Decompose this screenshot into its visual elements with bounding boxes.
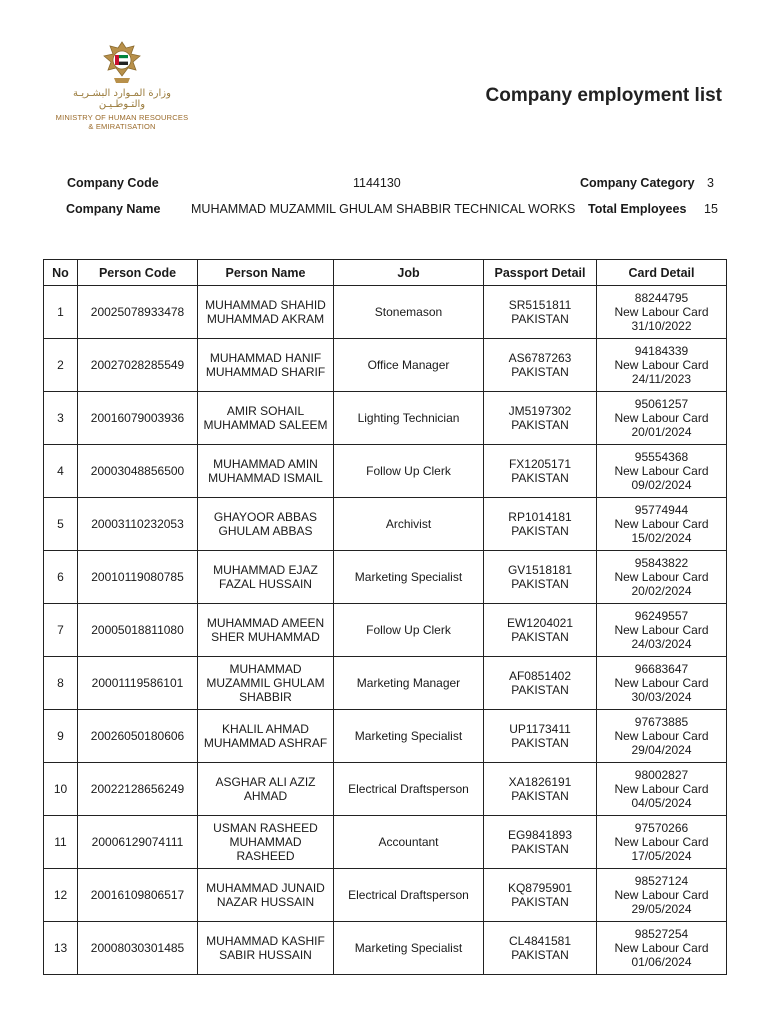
cell-person-code: 20010119080785 bbox=[78, 551, 198, 604]
cell-passport-detail-line: EG9841893 bbox=[507, 828, 573, 842]
cell-card-detail-line: New Labour Card bbox=[614, 888, 709, 902]
cell-person-name-line: ASGHAR ALI AZIZ bbox=[215, 775, 316, 789]
cell-passport-detail-line: PAKISTAN bbox=[511, 948, 569, 962]
cell-person-name-line: RASHEED bbox=[236, 849, 295, 863]
cell-person-name-line: MUHAMMAD AMIN bbox=[213, 457, 318, 471]
page-title: Company employment list bbox=[485, 85, 722, 106]
ministry-line-1: MINISTRY OF HUMAN RESOURCES bbox=[55, 113, 189, 122]
total-employees-value: 15 bbox=[704, 202, 718, 216]
col-header-person-code: Person Code bbox=[78, 260, 198, 286]
cell-card-detail-line: New Labour Card bbox=[614, 729, 709, 743]
table-row bbox=[44, 498, 727, 551]
cell-person-name-line: SHABBIR bbox=[239, 690, 292, 704]
cell-card-detail bbox=[597, 498, 727, 551]
cell-job: Stonemason bbox=[334, 286, 484, 339]
ministry-line-2: & EMIRATISATION bbox=[88, 122, 156, 131]
cell-passport-detail-line: EW1204021 bbox=[506, 616, 574, 630]
cell-card-detail-line: 20/01/2024 bbox=[631, 425, 692, 439]
cell-passport-detail-line: JM5197302 bbox=[508, 404, 572, 418]
company-category-label: Company Category bbox=[580, 176, 695, 190]
cell-passport-detail-line: PAKISTAN bbox=[511, 895, 569, 909]
cell-card-detail-line: New Labour Card bbox=[614, 464, 709, 478]
cell-passport-detail bbox=[484, 445, 597, 498]
cell-person-name bbox=[198, 339, 334, 392]
col-header-passport-detail: Passport Detail bbox=[484, 260, 597, 286]
cell-no: 11 bbox=[44, 816, 78, 869]
table-header-row bbox=[44, 260, 727, 286]
cell-no: 4 bbox=[44, 445, 78, 498]
cell-card-detail-line: New Labour Card bbox=[614, 676, 709, 690]
cell-passport-detail-line: PAKISTAN bbox=[511, 683, 569, 697]
cell-passport-detail-line: GV1518181 bbox=[507, 563, 573, 577]
arabic-line-2: والتـوطـيـن bbox=[98, 99, 146, 110]
table-row bbox=[44, 763, 727, 816]
uae-emblem-icon bbox=[100, 40, 144, 86]
cell-card-detail-line: New Labour Card bbox=[614, 941, 709, 955]
cell-person-code: 20026050180606 bbox=[78, 710, 198, 763]
cell-passport-detail-line: CL4841581 bbox=[508, 934, 572, 948]
cell-job: Follow Up Clerk bbox=[334, 445, 484, 498]
cell-card-detail bbox=[597, 286, 727, 339]
company-code-label: Company Code bbox=[67, 176, 159, 190]
cell-card-detail-line: 94184339 bbox=[634, 344, 689, 358]
cell-person-name-line: MUHAMMAD bbox=[229, 835, 302, 849]
cell-card-detail-line: 31/10/2022 bbox=[631, 319, 692, 333]
cell-passport-detail bbox=[484, 922, 597, 975]
cell-person-name bbox=[198, 710, 334, 763]
table-row bbox=[44, 392, 727, 445]
cell-person-name-line: AMIR SOHAIL bbox=[226, 404, 305, 418]
cell-card-detail-line: 96683647 bbox=[634, 662, 689, 676]
cell-job: Office Manager bbox=[334, 339, 484, 392]
cell-person-name bbox=[198, 657, 334, 710]
cell-card-detail-line: New Labour Card bbox=[614, 782, 709, 796]
cell-no: 9 bbox=[44, 710, 78, 763]
cell-card-detail-line: 17/05/2024 bbox=[631, 849, 692, 863]
cell-card-detail-line: New Labour Card bbox=[614, 305, 709, 319]
cell-card-detail-line: 98527254 bbox=[634, 927, 689, 941]
cell-card-detail bbox=[597, 710, 727, 763]
cell-card-detail-line: 98527124 bbox=[634, 874, 689, 888]
col-header-no: No bbox=[44, 260, 78, 286]
cell-job: Electrical Draftsperson bbox=[334, 869, 484, 922]
cell-person-name-line: MUHAMMAD EJAZ bbox=[213, 563, 318, 577]
cell-person-name bbox=[198, 922, 334, 975]
cell-card-detail-line: New Labour Card bbox=[614, 411, 709, 425]
cell-person-name-line: GHULAM ABBAS bbox=[218, 524, 313, 538]
cell-person-name bbox=[198, 286, 334, 339]
cell-card-detail-line: 24/03/2024 bbox=[631, 637, 692, 651]
cell-person-code: 20008030301485 bbox=[78, 922, 198, 975]
cell-passport-detail bbox=[484, 551, 597, 604]
cell-no: 5 bbox=[44, 498, 78, 551]
cell-no: 7 bbox=[44, 604, 78, 657]
cell-person-name-line: MUHAMMAD ISMAIL bbox=[208, 471, 323, 485]
cell-person-name-line: MUHAMMAD AKRAM bbox=[206, 312, 325, 326]
cell-card-detail-line: New Labour Card bbox=[614, 623, 709, 637]
cell-person-name bbox=[198, 816, 334, 869]
cell-card-detail-line: 30/03/2024 bbox=[631, 690, 692, 704]
cell-passport-detail-line: PAKISTAN bbox=[511, 312, 569, 326]
table-row bbox=[44, 869, 727, 922]
cell-card-detail-line: 01/06/2024 bbox=[631, 955, 692, 969]
cell-card-detail-line: 95843822 bbox=[634, 556, 689, 570]
cell-person-name-line: NAZAR HUSSAIN bbox=[216, 895, 315, 909]
cell-card-detail-line: 24/11/2023 bbox=[631, 372, 692, 386]
cell-passport-detail-line: SR5151811 bbox=[508, 298, 572, 312]
cell-passport-detail bbox=[484, 498, 597, 551]
cell-card-detail bbox=[597, 551, 727, 604]
cell-person-name-line: AHMAD bbox=[243, 789, 288, 803]
cell-person-code: 20025078933478 bbox=[78, 286, 198, 339]
cell-person-name-line: GHAYOOR ABBAS bbox=[213, 510, 318, 524]
cell-no: 3 bbox=[44, 392, 78, 445]
cell-card-detail-line: 95774944 bbox=[634, 503, 689, 517]
cell-passport-detail-line: AF0851402 bbox=[508, 669, 572, 683]
cell-person-name bbox=[198, 392, 334, 445]
cell-card-detail bbox=[597, 604, 727, 657]
cell-passport-detail bbox=[484, 339, 597, 392]
table-row bbox=[44, 816, 727, 869]
cell-card-detail-line: 96249557 bbox=[634, 609, 689, 623]
cell-card-detail bbox=[597, 816, 727, 869]
company-info bbox=[0, 172, 768, 224]
company-category-value: 3 bbox=[707, 176, 714, 190]
cell-passport-detail-line: PAKISTAN bbox=[511, 471, 569, 485]
cell-passport-detail-line: PAKISTAN bbox=[511, 524, 569, 538]
cell-person-name-line: MUZAMMIL GHULAM bbox=[206, 676, 325, 690]
company-name-value: MUHAMMAD MUZAMMIL GHULAM SHABBIR TECHNICAL WORKS bbox=[191, 202, 576, 216]
table-row bbox=[44, 286, 727, 339]
table-row bbox=[44, 604, 727, 657]
cell-card-detail-line: 97673885 bbox=[634, 715, 689, 729]
cell-person-name-line: USMAN RASHEED bbox=[213, 821, 318, 835]
table-row bbox=[44, 710, 727, 763]
cell-passport-detail-line: FX1205171 bbox=[508, 457, 572, 471]
cell-card-detail-line: New Labour Card bbox=[614, 517, 709, 531]
cell-person-code: 20022128656249 bbox=[78, 763, 198, 816]
cell-card-detail bbox=[597, 922, 727, 975]
cell-card-detail bbox=[597, 445, 727, 498]
cell-person-name-line: MUHAMMAD ASHRAF bbox=[203, 736, 328, 750]
cell-job: Follow Up Clerk bbox=[334, 604, 484, 657]
company-name-label: Company Name bbox=[66, 202, 161, 216]
cell-person-name-line: SABIR HUSSAIN bbox=[219, 948, 312, 962]
cell-passport-detail bbox=[484, 286, 597, 339]
cell-person-name-line: SHER MUHAMMAD bbox=[211, 630, 320, 644]
cell-no: 2 bbox=[44, 339, 78, 392]
cell-card-detail-line: 15/02/2024 bbox=[631, 531, 692, 545]
cell-person-code: 20016109806517 bbox=[78, 869, 198, 922]
cell-passport-detail-line: PAKISTAN bbox=[511, 630, 569, 644]
cell-job: Electrical Draftsperson bbox=[334, 763, 484, 816]
col-header-card-detail: Card Detail bbox=[597, 260, 727, 286]
cell-person-name-line: MUHAMMAD bbox=[229, 662, 302, 676]
arabic-line-1: وزارة المـوارد البشـريـة bbox=[73, 88, 171, 99]
arabic-ministry-name bbox=[52, 88, 192, 110]
cell-passport-detail bbox=[484, 816, 597, 869]
cell-no: 12 bbox=[44, 869, 78, 922]
cell-card-detail bbox=[597, 339, 727, 392]
table-row bbox=[44, 551, 727, 604]
cell-passport-detail-line: PAKISTAN bbox=[511, 418, 569, 432]
cell-person-code: 20027028285549 bbox=[78, 339, 198, 392]
cell-job: Lighting Technician bbox=[334, 392, 484, 445]
cell-card-detail-line: 95554368 bbox=[634, 450, 689, 464]
cell-card-detail-line: 20/02/2024 bbox=[631, 584, 692, 598]
cell-no: 6 bbox=[44, 551, 78, 604]
cell-passport-detail bbox=[484, 763, 597, 816]
cell-card-detail-line: 09/02/2024 bbox=[631, 478, 692, 492]
cell-passport-detail bbox=[484, 657, 597, 710]
cell-person-code: 20005018811080 bbox=[78, 604, 198, 657]
cell-person-name bbox=[198, 763, 334, 816]
cell-passport-detail-line: AS6787263 bbox=[508, 351, 572, 365]
cell-card-detail bbox=[597, 657, 727, 710]
cell-passport-detail bbox=[484, 392, 597, 445]
cell-card-detail-line: New Labour Card bbox=[614, 835, 709, 849]
cell-card-detail bbox=[597, 869, 727, 922]
cell-person-name-line: MUHAMMAD SALEEM bbox=[203, 418, 328, 432]
cell-passport-detail bbox=[484, 604, 597, 657]
cell-person-name bbox=[198, 551, 334, 604]
cell-passport-detail-line: KQ8795901 bbox=[507, 881, 573, 895]
cell-card-detail-line: 29/05/2024 bbox=[631, 902, 692, 916]
cell-no: 10 bbox=[44, 763, 78, 816]
cell-passport-detail-line: PAKISTAN bbox=[511, 736, 569, 750]
cell-person-name bbox=[198, 498, 334, 551]
cell-card-detail-line: 97570266 bbox=[634, 821, 689, 835]
table-row bbox=[44, 657, 727, 710]
cell-job: Archivist bbox=[334, 498, 484, 551]
ministry-name bbox=[52, 113, 192, 131]
employment-table bbox=[43, 259, 727, 975]
cell-card-detail-line: 29/04/2024 bbox=[631, 743, 692, 757]
cell-card-detail-line: 98002827 bbox=[634, 768, 689, 782]
total-employees-label: Total Employees bbox=[588, 202, 687, 216]
cell-card-detail-line: New Labour Card bbox=[614, 570, 709, 584]
cell-passport-detail-line: PAKISTAN bbox=[511, 789, 569, 803]
cell-card-detail-line: 95061257 bbox=[634, 397, 689, 411]
cell-passport-detail bbox=[484, 869, 597, 922]
cell-person-code: 20006129074111 bbox=[78, 816, 198, 869]
table-row bbox=[44, 445, 727, 498]
cell-person-code: 20003048856500 bbox=[78, 445, 198, 498]
cell-person-code: 20016079003936 bbox=[78, 392, 198, 445]
table-row bbox=[44, 922, 727, 975]
cell-passport-detail-line: XA1826191 bbox=[508, 775, 572, 789]
cell-no: 8 bbox=[44, 657, 78, 710]
cell-card-detail-line: 04/05/2024 bbox=[631, 796, 692, 810]
cell-person-name-line: MUHAMMAD HANIF bbox=[209, 351, 322, 365]
company-code-value: 1144130 bbox=[353, 176, 401, 190]
cell-passport-detail-line: PAKISTAN bbox=[511, 577, 569, 591]
cell-person-name-line: MUHAMMAD SHAHID bbox=[205, 298, 326, 312]
col-header-person-name: Person Name bbox=[198, 260, 334, 286]
col-header-job: Job bbox=[334, 260, 484, 286]
cell-person-name-line: MUHAMMAD JUNAID bbox=[206, 881, 325, 895]
cell-person-name bbox=[198, 869, 334, 922]
cell-person-name-line: FAZAL HUSSAIN bbox=[219, 577, 312, 591]
cell-card-detail bbox=[597, 392, 727, 445]
cell-person-name-line: MUHAMMAD AMEEN bbox=[206, 616, 325, 630]
cell-passport-detail-line: RP1014181 bbox=[508, 510, 572, 524]
cell-no: 1 bbox=[44, 286, 78, 339]
cell-card-detail-line: New Labour Card bbox=[614, 358, 709, 372]
cell-job: Marketing Specialist bbox=[334, 710, 484, 763]
cell-job: Marketing Specialist bbox=[334, 551, 484, 604]
table-row bbox=[44, 339, 727, 392]
cell-person-code: 20003110232053 bbox=[78, 498, 198, 551]
cell-person-name-line: MUHAMMAD SHARIF bbox=[205, 365, 326, 379]
cell-person-name bbox=[198, 604, 334, 657]
cell-person-name bbox=[198, 445, 334, 498]
ministry-logo bbox=[52, 40, 192, 131]
cell-passport-detail-line: UP1173411 bbox=[509, 722, 571, 736]
cell-passport-detail-line: PAKISTAN bbox=[511, 842, 569, 856]
cell-card-detail bbox=[597, 763, 727, 816]
cell-card-detail-line: 88244795 bbox=[634, 291, 689, 305]
cell-job: Marketing Manager bbox=[334, 657, 484, 710]
cell-passport-detail bbox=[484, 710, 597, 763]
cell-person-name-line: KHALIL AHMAD bbox=[222, 722, 309, 736]
cell-no: 13 bbox=[44, 922, 78, 975]
cell-job: Marketing Specialist bbox=[334, 922, 484, 975]
cell-passport-detail-line: PAKISTAN bbox=[511, 365, 569, 379]
cell-job: Accountant bbox=[334, 816, 484, 869]
cell-person-name-line: MUHAMMAD KASHIF bbox=[206, 934, 325, 948]
cell-person-code: 20001119586101 bbox=[78, 657, 198, 710]
